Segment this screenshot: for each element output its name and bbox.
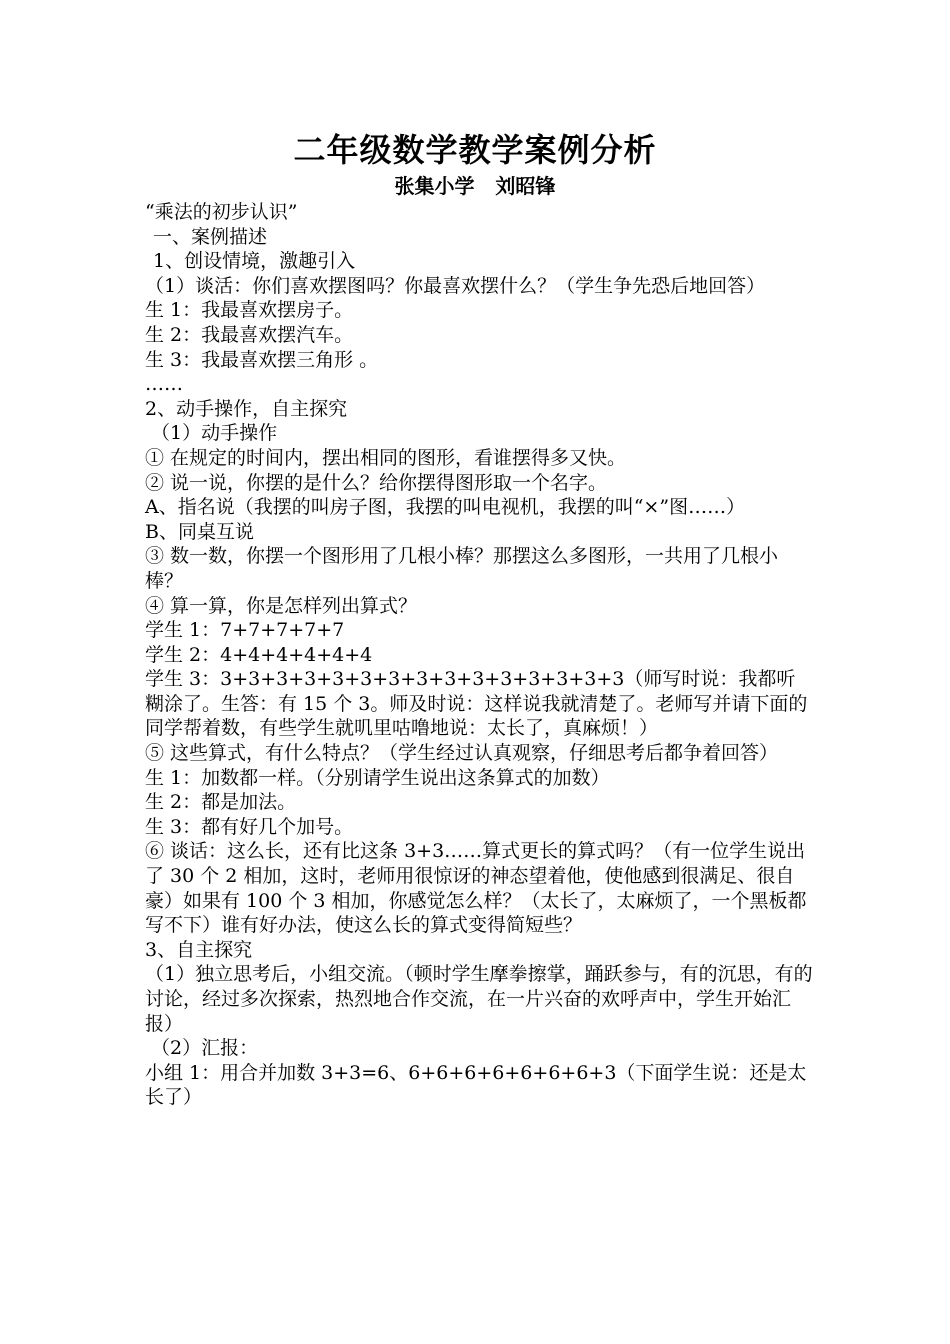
paragraph: ⑥ 谈话：这么长，还有比这条 3+3……算式更长的算式吗？（有一位学生说出了 30 个 2 相加，这时，老师用很惊讶的神态望着他，使他感到很满足、很自豪）如果有 100 个 3 相加，你感觉怎么样？（太长了，太麻烦了，一个黑板都写不下）谁有好办法，使这么长的算式变得简短些？ (145, 840, 807, 937)
paragraph: 学生 1：7+7+7+7+7 (145, 619, 345, 642)
document-title: 二年级数学教学案例分析 (293, 131, 657, 169)
paragraph: ⑤ 这些算式，有什么特点？（学生经过认真观察，仔细思考后都争着回答） (145, 742, 779, 765)
paragraph: 学生 2：4+4+4+4+4+4 (145, 643, 373, 666)
ellipsis-line: …… (145, 373, 183, 396)
paragraph: ③ 数一数，你摆一个图形用了几根小棒？那摆这么多图形，一共用了几根小棒？ (145, 545, 779, 592)
paragraph: ④ 算一算，你是怎样列出算式？ (145, 594, 418, 617)
subsection-heading: 3、自主探究 (145, 938, 253, 961)
paragraph: 学生 3：3+3+3+3+3+3+3+3+3+3+3+3+3+3+3（师写时说：我都听糊涂了。生答：有 15 个 3。师及时说：这样说我就清楚了。老师写并请下面的同学帮着数，有些学生就叽里咕噜地说：太长了，真麻烦！） (145, 668, 808, 740)
document-body (145, 200, 813, 1110)
paragraph: 生 3：都有好几个加号。 (145, 815, 354, 838)
document-author: 张集小学 刘昭锋 (394, 174, 556, 198)
lesson-topic: “乘法的初步认识” (145, 201, 298, 223)
paragraph: 生 2：我最喜欢摆汽车。 (145, 323, 354, 346)
paragraph: ② 说一说，你摆的是什么？给你摆得图形取一个名字。 (145, 471, 608, 494)
paragraph: （1）独立思考后，小组交流。（顿时学生摩拳擦掌，踊跃参与，有的沉思，有的讨论，经过多次探索，热烈地合作交流，在一片兴奋的欢呼声中，学生开始汇报） (145, 963, 813, 1035)
subsection-heading: 2、动手操作，自主探究 (145, 397, 348, 420)
paragraph: 小组 1：用合并加数 3+3=6、6+6+6+6+6+6+6+3（下面学生说：还是太长了） (145, 1061, 807, 1109)
paragraph: （1）动手操作 (151, 422, 278, 445)
paragraph: （2）汇报： (151, 1037, 259, 1060)
paragraph: 生 1：我最喜欢摆房子。 (145, 299, 354, 322)
paragraph: B、同桌互说 (145, 520, 254, 543)
paragraph: 生 3：我最喜欢摆三角形 。 (145, 348, 379, 371)
paragraph: （1）谈活：你们喜欢摆图吗？你最喜欢摆什么？（学生争先恐后地回答） (145, 274, 766, 297)
paragraph: ① 在规定的时间内，摆出相同的图形，看谁摆得多又快。 (145, 446, 627, 469)
paragraph: A、指名说（我摆的叫房子图，我摆的叫电视机，我摆的叫“×”图……） (145, 496, 746, 519)
paragraph: 生 1：加数都一样。（分别请学生说出这条算式的加数） (145, 766, 610, 789)
section-heading: 一、案例描述 (153, 225, 268, 248)
subsection-heading: 1、创设情境，激趣引入 (153, 250, 356, 273)
paragraph: 生 2：都是加法。 (145, 791, 297, 814)
